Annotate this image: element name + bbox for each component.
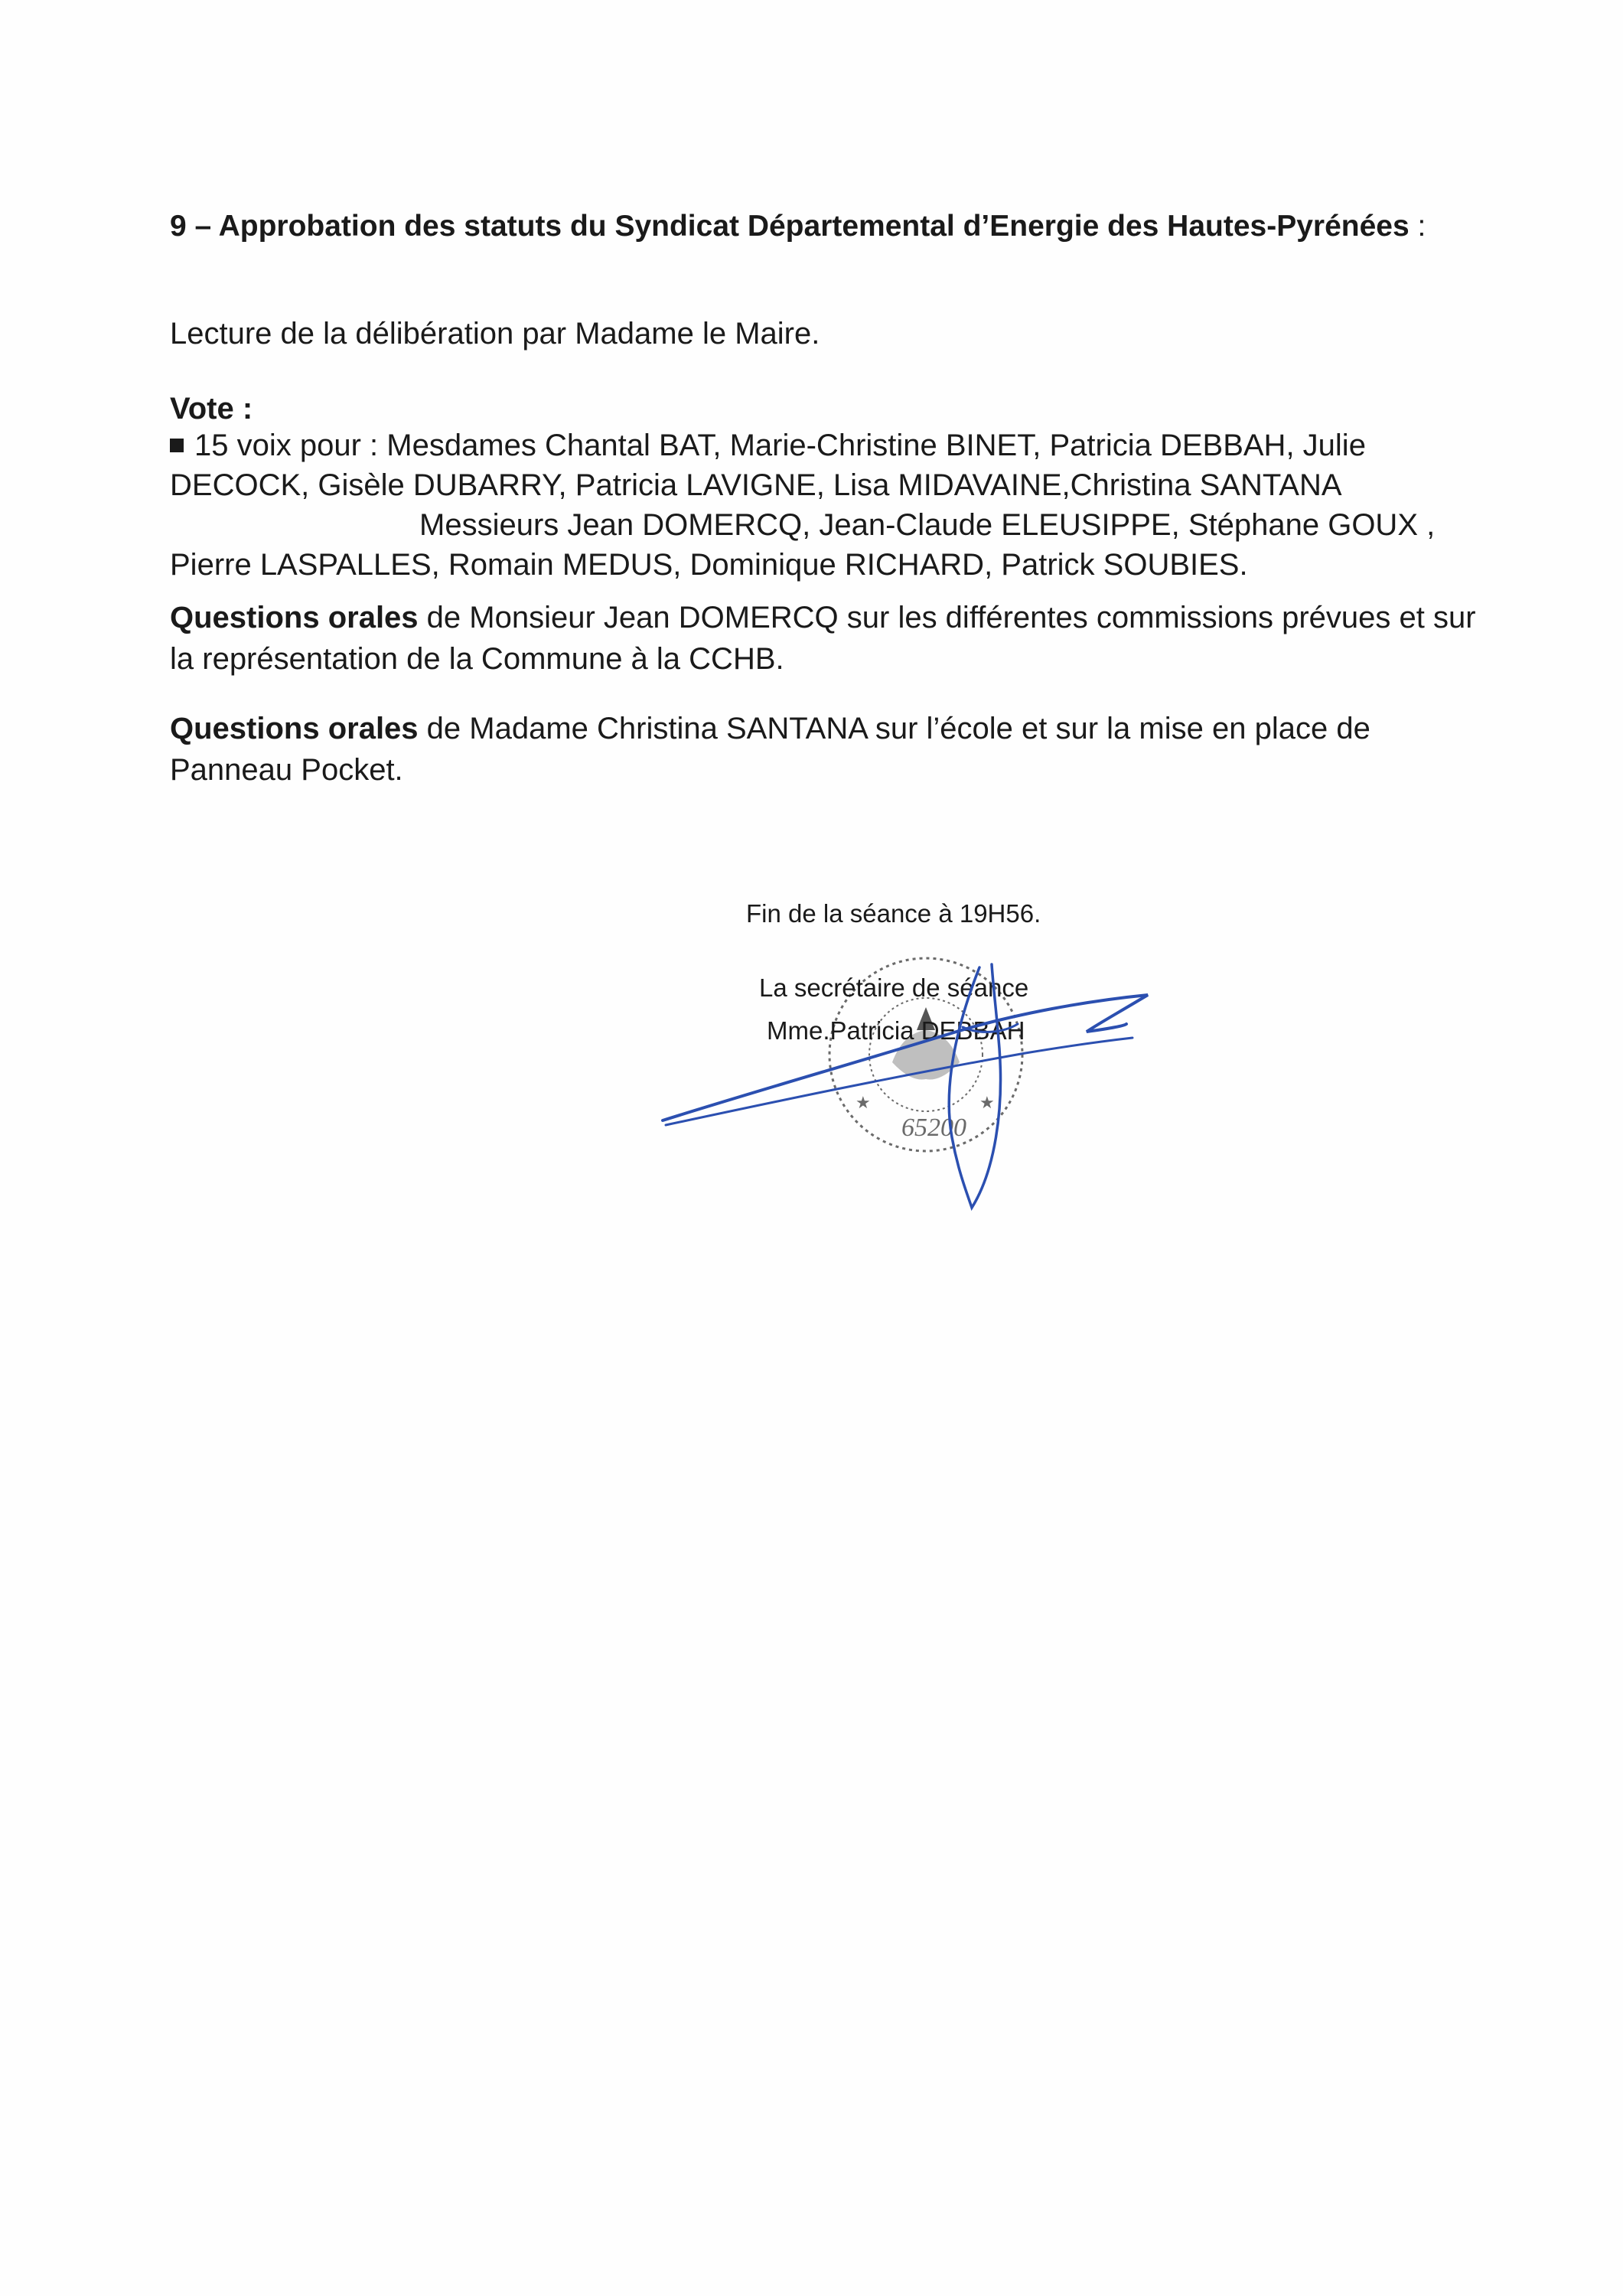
svg-text:★: ★ [855,1093,871,1112]
question-text: de Madame Christina SANTANA sur l’école et sur la mise en place de Panneau Pocket. [170,712,1370,787]
reading-statement: Lecture de la délibération par Madame le Maire. [170,317,820,351]
vote-line-2: DECOCK, Gisèle DUBARRY, Patricia LAVIGNE, Lisa MIDAVAINE,Christina SANTANA [170,468,1342,502]
session-end-time: Fin de la séance à 19H56. [746,899,1041,928]
vote-line-1 [170,426,1366,465]
secretary-name: Mme.Patricia DEBBAH [767,1016,1025,1045]
vote-line-3: Messieurs Jean DOMERCQ, Jean-Claude ELEUSIPPE, Stéphane GOUX , [419,508,1436,542]
question-label: Questions orales [170,601,419,634]
handwritten-signature [658,941,1155,1217]
section-title: 9 – Approbation des statuts du Syndicat Départemental d’Energie des Hautes-Pyrénées [170,210,1410,243]
vote-line-1-text: 15 voix pour : Mesdames Chantal BAT, Marie-Christine BINET, Patricia DEBBAH, Julie [194,429,1366,462]
stamp-postcode: 65200 [901,1114,966,1142]
section-title-suffix: : [1409,210,1426,243]
vote-line-4: Pierre LASPALLES, Romain MEDUS, Dominique RICHARD, Patrick SOUBIES. [170,548,1248,582]
question-text: de Monsieur Jean DOMERCQ sur les différentes commissions prévues et sur la représentation de la Commune à la CCHB. [170,601,1476,676]
section-heading [170,205,1486,248]
question-label: Questions orales [170,712,419,745]
svg-text:★: ★ [979,1093,995,1112]
oral-question-2 [170,708,1486,791]
bullet-square-icon [170,439,184,452]
oral-question-1 [170,597,1486,680]
secretary-title: La secrétaire de séance [759,974,1029,1002]
vote-title: Vote : [170,392,253,426]
